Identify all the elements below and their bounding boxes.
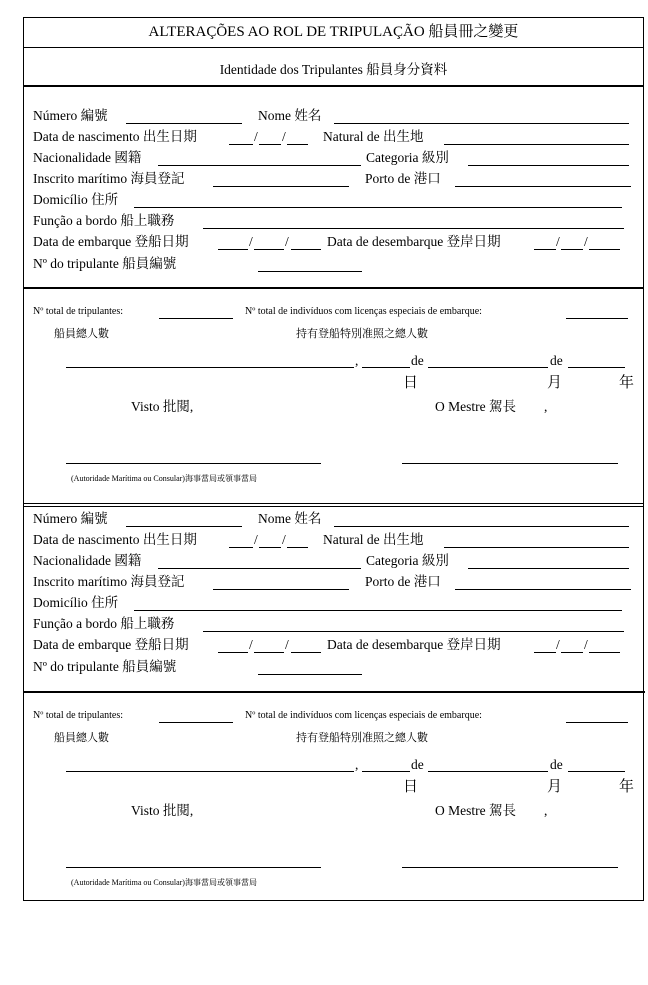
visto-label: Visto 批閱,	[131, 399, 194, 414]
domicilio-field[interactable]	[134, 610, 622, 611]
desembarque-day-field[interactable]	[534, 652, 556, 653]
divider	[23, 47, 644, 48]
data-embarque-label: Data de embarque 登船日期	[33, 234, 189, 249]
visto-label: Visto 批閱,	[131, 803, 194, 818]
slash: /	[249, 637, 253, 652]
total-tripulantes-label: Nº total de tripulantes:	[33, 710, 124, 721]
porto-label: Porto de 港口	[365, 574, 441, 589]
slash: /	[584, 637, 588, 652]
slash: /	[282, 129, 286, 144]
natural-label: Natural de 出生地	[323, 129, 424, 144]
domicilio-label: Domicílio 住所	[33, 595, 119, 610]
inscrito-label: Inscrito marítimo 海員登記	[33, 171, 185, 186]
de-label: de	[411, 353, 424, 368]
form-subtitle: Identidade dos Tripulantes 船員身分資料	[219, 62, 448, 77]
nome-field[interactable]	[334, 123, 629, 124]
comma: ,	[544, 803, 548, 818]
natural-field[interactable]	[444, 144, 629, 145]
total-tripulantes-zh: 船員總人數	[54, 732, 109, 744]
embarque-day-field[interactable]	[218, 652, 248, 653]
categoria-field[interactable]	[468, 568, 629, 569]
inscrito-label: Inscrito marítimo 海員登記	[33, 574, 185, 589]
total-tripulantes-zh: 船員總人數	[54, 328, 109, 340]
day-field[interactable]	[362, 367, 410, 368]
embarque-month-field[interactable]	[254, 652, 284, 653]
total-tripulantes-field[interactable]	[159, 722, 233, 723]
funcao-label: Função a bordo 船上職務	[33, 213, 175, 228]
embarque-year-field[interactable]	[291, 249, 321, 250]
mestre-label: O Mestre 駕長	[435, 803, 516, 818]
slash: /	[285, 234, 289, 249]
slash: /	[282, 532, 286, 547]
nacionalidade-field[interactable]	[158, 165, 361, 166]
porto-label: Porto de 港口	[365, 171, 441, 186]
de-label: de	[411, 757, 424, 772]
inscrito-field[interactable]	[213, 589, 349, 590]
slash: /	[584, 234, 588, 249]
data-nascimento-label: Data de nascimento 出生日期	[33, 129, 197, 144]
month-label: 月	[547, 779, 563, 795]
nome-label: Nome 姓名	[258, 108, 322, 123]
nacionalidade-label: Nacionalidade 國籍	[33, 150, 142, 165]
slash: /	[556, 637, 560, 652]
desembarque-month-field[interactable]	[561, 249, 583, 250]
divider	[23, 287, 644, 289]
desembarque-month-field[interactable]	[561, 652, 583, 653]
authority-signature-line[interactable]	[66, 867, 321, 868]
day-label: 日	[403, 779, 419, 795]
divider	[23, 691, 645, 693]
place-field[interactable]	[66, 367, 354, 368]
mestre-signature-line[interactable]	[402, 463, 618, 464]
numero-label: Número 編號	[33, 511, 108, 526]
categoria-label: Categoria 級別	[366, 150, 449, 165]
inscrito-field[interactable]	[213, 186, 349, 187]
embarque-month-field[interactable]	[254, 249, 284, 250]
desembarque-year-field[interactable]	[589, 652, 620, 653]
slash: /	[254, 532, 258, 547]
desembarque-day-field[interactable]	[534, 249, 556, 250]
data-desembarque-label: Data de desembarque 登岸日期	[327, 637, 501, 652]
embarque-year-field[interactable]	[291, 652, 321, 653]
domicilio-label: Domicílio 住所	[33, 192, 119, 207]
slash: /	[249, 234, 253, 249]
funcao-label: Função a bordo 船上職務	[33, 616, 175, 631]
mestre-label: O Mestre 駕長	[435, 399, 516, 414]
comma: ,	[544, 399, 548, 414]
month-field[interactable]	[428, 367, 548, 368]
natural-label: Natural de 出生地	[323, 532, 424, 547]
authority-label: (Autoridade Marítima ou Consular)海事當局或領事當局	[71, 474, 257, 483]
divider	[23, 85, 644, 87]
de-label: de	[550, 353, 563, 368]
year-label: 年	[619, 779, 635, 795]
nascimento-month-field[interactable]	[259, 547, 281, 548]
nascimento-day-field[interactable]	[229, 547, 253, 548]
month-field[interactable]	[428, 771, 548, 772]
porto-field[interactable]	[455, 186, 631, 187]
nacionalidade-label: Nacionalidade 國籍	[33, 553, 142, 568]
nome-field[interactable]	[334, 526, 629, 527]
slash: /	[285, 637, 289, 652]
comma: ,	[355, 353, 359, 368]
categoria-label: Categoria 級別	[366, 553, 449, 568]
total-licencas-zh: 持有登船特別准照之總人數	[296, 328, 428, 340]
nome-label: Nome 姓名	[258, 511, 322, 526]
divider	[23, 506, 644, 507]
num-tripulante-label: Nº do tripulante 船員編號	[33, 256, 177, 271]
total-licencas-label: Nº total de indivíduos com licenças especiais de embarque:	[245, 306, 482, 317]
nascimento-year-field[interactable]	[287, 144, 308, 145]
nacionalidade-field[interactable]	[158, 568, 361, 569]
funcao-field[interactable]	[203, 631, 624, 632]
day-label: 日	[403, 375, 419, 391]
data-embarque-label: Data de embarque 登船日期	[33, 637, 189, 652]
total-licencas-field[interactable]	[566, 318, 628, 319]
data-nascimento-label: Data de nascimento 出生日期	[33, 532, 197, 547]
natural-field[interactable]	[444, 547, 629, 548]
year-field[interactable]	[568, 771, 625, 772]
data-desembarque-label: Data de desembarque 登岸日期	[327, 234, 501, 249]
categoria-field[interactable]	[468, 165, 629, 166]
numero-field[interactable]	[126, 526, 242, 527]
porto-field[interactable]	[455, 589, 631, 590]
num-tripulante-field[interactable]	[258, 271, 362, 272]
authority-label: (Autoridade Marítima ou Consular)海事當局或領事當局	[71, 878, 257, 887]
desembarque-year-field[interactable]	[589, 249, 620, 250]
numero-field[interactable]	[126, 123, 242, 124]
place-field[interactable]	[66, 771, 354, 772]
day-field[interactable]	[362, 771, 410, 772]
total-licencas-zh: 持有登船特別准照之總人數	[296, 732, 428, 744]
domicilio-field[interactable]	[134, 207, 622, 208]
numero-label: Número 編號	[33, 108, 108, 123]
de-label: de	[550, 757, 563, 772]
num-tripulante-field[interactable]	[258, 674, 362, 675]
nascimento-month-field[interactable]	[259, 144, 281, 145]
total-tripulantes-label: Nº total de tripulantes:	[33, 306, 124, 317]
num-tripulante-label: Nº do tripulante 船員編號	[33, 659, 177, 674]
embarque-day-field[interactable]	[218, 249, 248, 250]
slash: /	[254, 129, 258, 144]
comma: ,	[355, 757, 359, 772]
year-label: 年	[619, 375, 635, 391]
month-label: 月	[547, 375, 563, 391]
funcao-field[interactable]	[203, 228, 624, 229]
form-title: ALTERAÇÕES AO ROL DE TRIPULAÇÃO 船員冊之變更	[148, 24, 519, 40]
total-licencas-label: Nº total de indivíduos com licenças especiais de embarque:	[245, 710, 482, 721]
total-licencas-field[interactable]	[566, 722, 628, 723]
slash: /	[556, 234, 560, 249]
nascimento-day-field[interactable]	[229, 144, 253, 145]
nascimento-year-field[interactable]	[287, 547, 308, 548]
total-tripulantes-field[interactable]	[159, 318, 233, 319]
authority-signature-line[interactable]	[66, 463, 321, 464]
divider	[23, 503, 644, 504]
mestre-signature-line[interactable]	[402, 867, 618, 868]
year-field[interactable]	[568, 367, 625, 368]
